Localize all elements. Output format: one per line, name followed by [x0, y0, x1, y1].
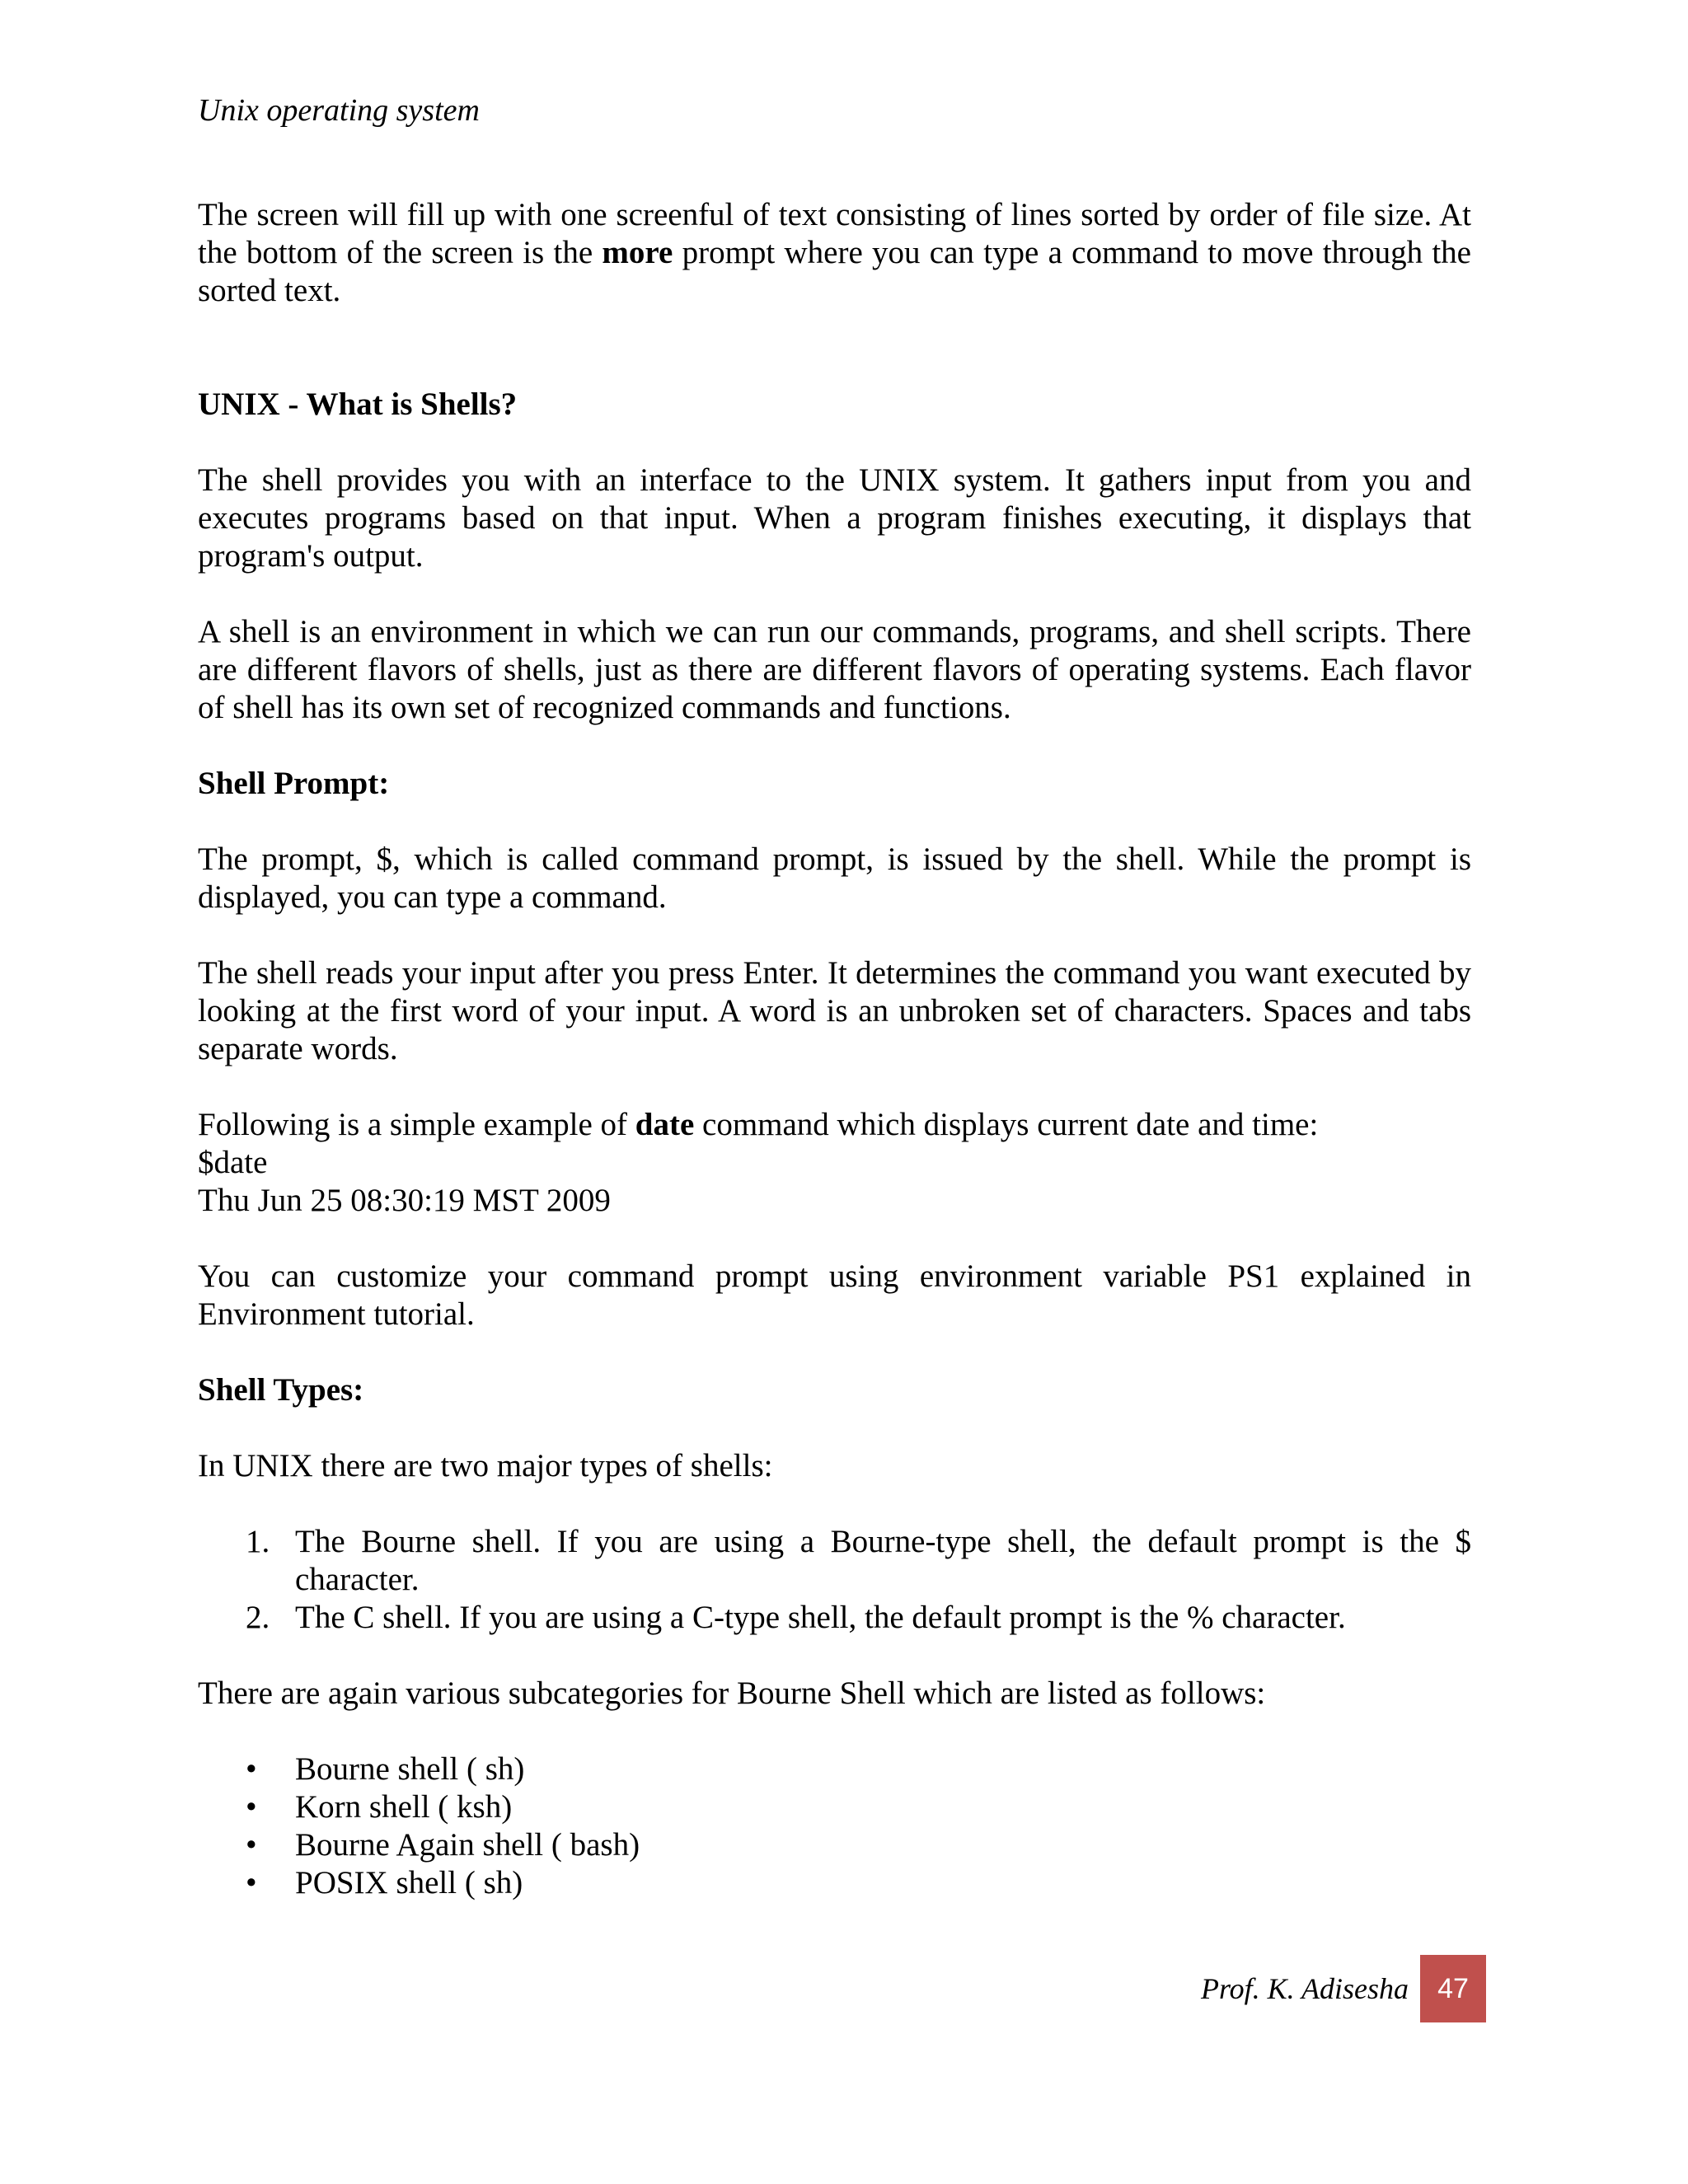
date-output: Thu Jun 25 08:30:19 MST 2009	[198, 1183, 611, 1218]
shells-paragraph-1: The shell provides you with an interface to the UNIX system. It gathers input from you and executes programs based on that input. When a program finishes executing, it displays that program's output.	[198, 462, 1471, 574]
list-item	[198, 1523, 1471, 1599]
shell-types-list	[198, 1523, 1471, 1637]
bourne-subcategories-list	[198, 1750, 1471, 1902]
list-item	[198, 1826, 1471, 1864]
list-item	[198, 1864, 1471, 1902]
subcategories-intro: There are again various subcategories for Bourne Shell which are listed as follows:	[198, 1675, 1266, 1711]
list-item	[198, 1788, 1471, 1826]
list-item-text: Bourne Again shell ( bash)	[295, 1827, 640, 1863]
list-item	[198, 1750, 1471, 1788]
date-example-intro	[198, 1106, 1471, 1144]
date-example-after: command which displays current date and time:	[694, 1107, 1319, 1142]
bullet-icon: •	[246, 1865, 257, 1900]
page-number-badge: 47	[1420, 1955, 1486, 2022]
prompt-paragraph-3: You can customize your command prompt using environment variable PS1 explained in Environment tutorial.	[198, 1258, 1471, 1332]
intro-paragraph	[198, 196, 1471, 310]
date-command: $date	[198, 1145, 268, 1180]
shells-paragraph-2: A shell is an environment in which we can run our commands, programs, and shell scripts. There are different flavors of shells, just as there are different flavors of operating systems. Each flavor of shell has its own set of recognized commands and functions.	[198, 614, 1471, 725]
intro-text-after: prompt where you can type a command to move through the sorted text.	[198, 235, 1471, 308]
list-item	[198, 1599, 1471, 1637]
bullet-icon: •	[246, 1827, 257, 1863]
bullet-icon: •	[246, 1789, 257, 1825]
page-footer	[1201, 1955, 1486, 2022]
bullet-icon: •	[246, 1751, 257, 1787]
date-example-bold: date	[635, 1107, 695, 1142]
page-header: Unix operating system	[198, 93, 480, 128]
shell-types-intro: In UNIX there are two major types of shells:	[198, 1448, 773, 1483]
footer-author: Prof. K. Adisesha	[1200, 1972, 1409, 2005]
list-item-text: Bourne shell ( sh)	[295, 1751, 525, 1787]
heading-shell-prompt: Shell Prompt:	[198, 766, 390, 801]
prompt-paragraph-2: The shell reads your input after you press Enter. It determines the command you want executed by looking at the first word of your input. A word is an unbroken set of characters. Spaces and tabs separate words.	[198, 955, 1471, 1066]
list-number: 1.	[246, 1524, 270, 1559]
heading-shell-types: Shell Types:	[198, 1372, 364, 1408]
heading-what-is-shells: UNIX - What is Shells?	[198, 387, 518, 422]
list-item-text: POSIX shell ( sh)	[295, 1865, 523, 1900]
list-item-text: The Bourne shell. If you are using a Bourne-type shell, the default prompt is the $ character.	[295, 1524, 1471, 1597]
list-item-text: The C shell. If you are using a C-type shell, the default prompt is the % character.	[295, 1600, 1346, 1635]
intro-bold-more: more	[602, 235, 673, 270]
intro-text-before: The screen will fill up with one screenful of text consisting of lines sorted by order of file size. At the bottom of the screen is the	[198, 197, 1471, 270]
list-item-text: Korn shell ( ksh)	[295, 1789, 513, 1825]
prompt-paragraph-1: The prompt, $, which is called command prompt, is issued by the shell. While the prompt is displayed, you can type a command.	[198, 841, 1471, 915]
list-number: 2.	[246, 1600, 270, 1635]
document-body	[198, 196, 1471, 1902]
date-example-before: Following is a simple example of	[198, 1107, 635, 1142]
